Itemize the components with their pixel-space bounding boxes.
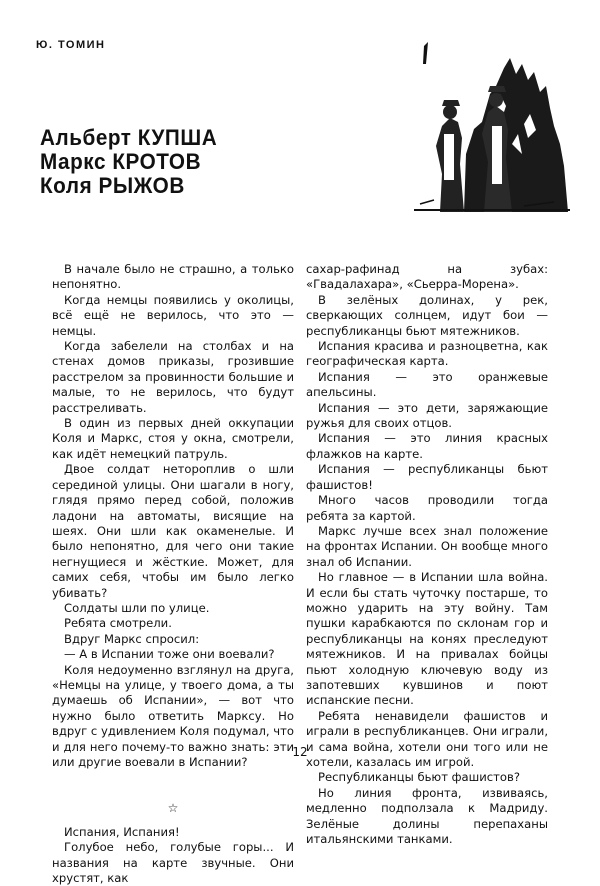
paragraph: Вдруг Маркс спросил: xyxy=(64,631,200,646)
paragraph: Испания, Испания! xyxy=(64,824,180,839)
section-star-divider: ☆ xyxy=(167,801,179,816)
title-line: Коля РЫЖОВ xyxy=(40,173,185,198)
paragraph: Испания красива и разноцветна, как географическая карта. xyxy=(306,339,548,369)
paragraph: Коля недоуменно взглянул на друга, «Немцы на улице, у твоего дома, а ты думаешь об Испании», — вот что нужно было ответить Марксу. Но вдруг с удивлением Коля подумал, что и для него почему-то важно знать: эти или другие воевали в Испании? xyxy=(52,662,294,769)
paragraph: Ребята ненавидели фашистов и играли в республиканцев. Они играли, и сама война, хотели они того или не хотели, казалась им игрой. xyxy=(306,708,548,769)
page-number: 12 xyxy=(292,745,308,759)
text-column-right xyxy=(306,262,548,847)
paragraph: Двое солдат нетороплив о шли серединой улицы. Они шагали в ногу, глядя прямо перед собой, положив ладони на автоматы, висящие на шеях. Они шли как окаменелые. И было непонятно, для чего они такие негнущиеся и жёсткие. Может, для самих себя, чтобы им было легко убивать? xyxy=(52,462,294,600)
paragraph: сахар-рафинад на зубах: «Гвадалахара», «Сьерра-Морена». xyxy=(306,262,548,292)
paragraph: Голубое небо, голубые горы... И названия на карте звучные. Они хрустят, как xyxy=(52,840,294,886)
paragraph: В один из первых дней оккупации Коля и Маркс, стоя у окна, смотрели, как идёт немецкий патруль. xyxy=(52,416,294,461)
paragraph: Маркс лучше всех знал положение на фронтах Испании. Он вообще много знал об Испании. xyxy=(306,523,548,569)
title-line: Маркс КРОТОВ xyxy=(40,149,202,174)
paragraph: Солдаты шли по улице. xyxy=(64,600,210,615)
chapter-title xyxy=(40,126,217,198)
soldiers-illustration xyxy=(404,34,570,212)
text-column-left xyxy=(52,262,294,886)
paragraph: Испания — республиканцы бьют фашистов! xyxy=(306,462,548,492)
paragraph: Ребята смотрели. xyxy=(64,616,172,631)
paragraph: Но главное — в Испании шла война. И если бы стать чуточку постарше, то можно ударить на эту войну. Там пушки карабкаются по склонам гор и республиканцы на конях преследуют мятежников. И на привалах бойцы пьют холодную ключевую воду из запотевших кувшинов и поют испанские песни. xyxy=(306,570,548,708)
paragraph: В начале было не страшно, а только непонятно. xyxy=(52,262,294,292)
paragraph: Испания — это линия красных флажков на карте. xyxy=(306,431,548,461)
paragraph: Республиканцы бьют фашистов? xyxy=(318,770,521,785)
paragraph: Испания — это дети, заряжающие ружья для своих отцов. xyxy=(306,400,548,431)
paragraph: Когда забелели на столбах и на стенах домов приказы, грозившие расстрелом за провинности большие и малые, то не верилось, что будут расстреливать. xyxy=(52,339,294,415)
title-line: Альберт КУПША xyxy=(40,125,218,150)
paragraph: Испания — это оранжевые апельсины. xyxy=(306,369,548,400)
paragraph: — А в Испании тоже они воевали? xyxy=(64,647,275,662)
paragraph: Но линия фронта, извиваясь, медленно подползала к Мадриду. Зелёные долины перепаханы итальянскими танками. xyxy=(306,785,548,847)
paragraph: Много часов проводили тогда ребята за картой. xyxy=(306,493,548,523)
paragraph: Когда немцы появились у околицы, всё ещё не верилось, что это — немцы. xyxy=(52,292,294,338)
author-name: Ю. ТОМИН xyxy=(36,39,106,51)
paragraph: В зелёных долинах, у рек, сверкающих солнцем, идут бои — республиканцы бьют мятежников. xyxy=(306,292,548,338)
